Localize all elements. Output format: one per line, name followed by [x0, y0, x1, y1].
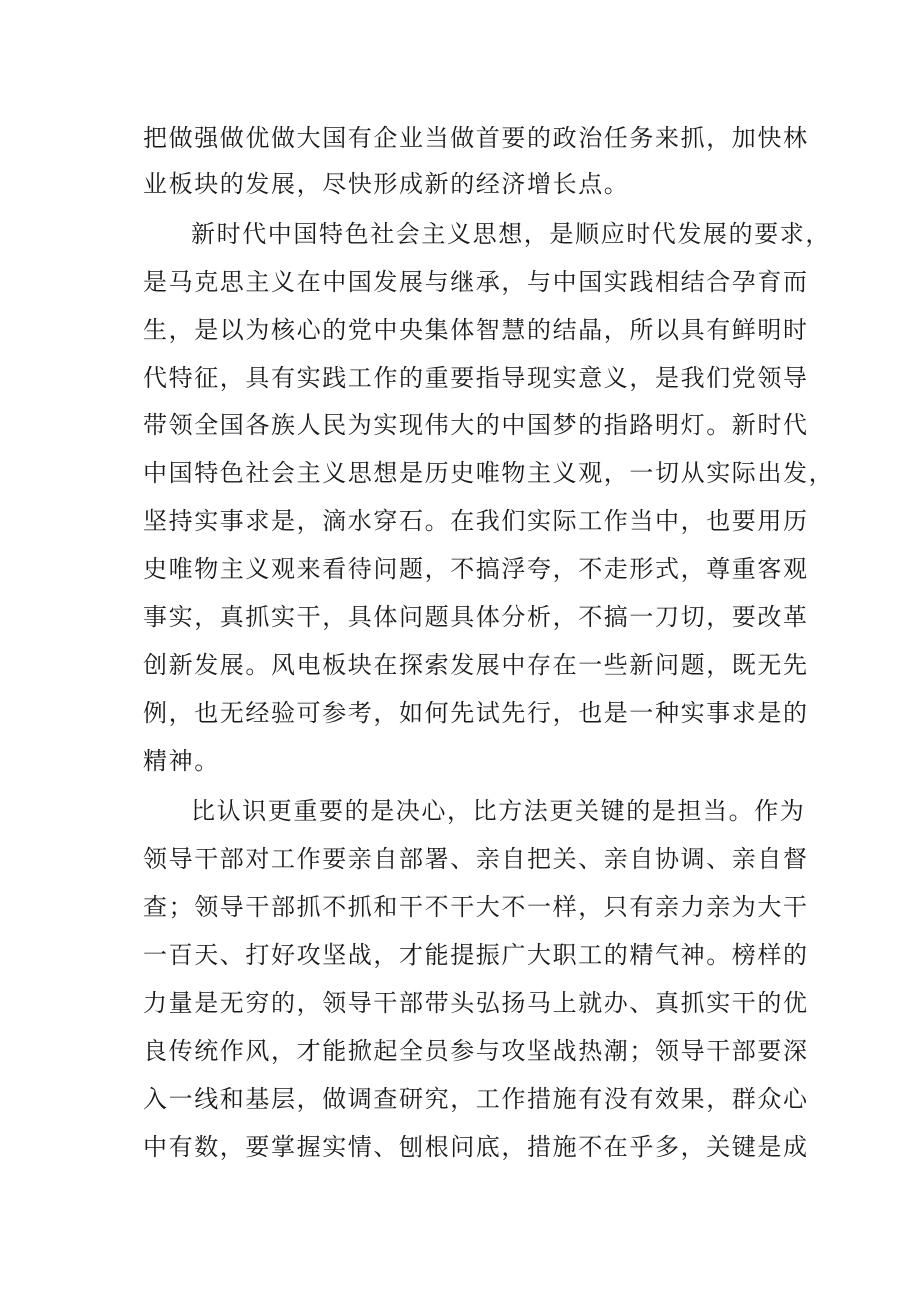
paragraph-2-line-8: 史唯物主义观来看待问题，不搞浮夸，不走形式，尊重客观 — [143, 555, 809, 583]
paragraph-3-line-7: 入一线和基层，做调查研究，工作措施有没有效果，群众心 — [143, 1085, 809, 1113]
paragraph-3-line-4: 一百天、打好攻坚战，才能提振广大职工的精气神。榜样的 — [143, 941, 809, 969]
paragraph-2-line-12: 精神。 — [143, 747, 220, 775]
paragraph-3-line-2: 领导干部对工作要亲自部署、亲自把关、亲自协调、亲自督 — [143, 845, 809, 873]
paragraph-2-line-5: 带领全国各族人民为实现伟大的中国梦的指路明灯。新时代 — [143, 411, 809, 439]
paragraph-2-line-3: 生，是以为核心的党中央集体智慧的结晶，所以具有鲜明时 — [143, 316, 809, 344]
paragraph-2-line-1: 新时代中国特色社会主义思想，是顺应时代发展的要求， — [191, 220, 831, 248]
paragraph-3-line-1: 比认识更重要的是决心，比方法更关键的是担当。作为 — [191, 797, 806, 825]
paragraph-2-line-10: 创新发展。风电板块在探索发展中存在一些新问题，既无先 — [143, 651, 809, 679]
paragraph-3-line-6: 良传统作风，才能掀起全员参与攻坚战热潮；领导干部要深 — [143, 1037, 809, 1065]
paragraph-2-line-9: 事实，真抓实干，具体问题具体分析，不搞一刀切，要改革 — [143, 603, 809, 631]
paragraph-3-line-5: 力量是无穷的，领导干部带头弘扬马上就办、真抓实干的优 — [143, 989, 809, 1017]
paragraph-1-line-1: 把做强做优做大国有企业当做首要的政治任务来抓，加快林 — [143, 124, 809, 152]
paragraph-2-line-6: 中国特色社会主义思想是历史唯物主义观，一切从实际出发， — [143, 459, 835, 487]
paragraph-2-line-4: 代特征，具有实践工作的重要指导现实意义，是我们党领导 — [143, 364, 809, 392]
paragraph-3-line-8: 中有数，要掌握实情、刨根问底，措施不在乎多，关键是成 — [143, 1133, 809, 1161]
paragraph-2-line-2: 是马克思主义在中国发展与继承，与中国实践相结合孕育而 — [143, 268, 809, 296]
paragraph-3-line-3: 查；领导干部抓不抓和干不干大不一样，只有亲力亲为大干 — [143, 893, 809, 921]
paragraph-2-line-7: 坚持实事求是，滴水穿石。在我们实际工作当中，也要用历 — [143, 507, 809, 535]
paragraph-1-line-2: 业板块的发展，尽快形成新的经济增长点。 — [143, 170, 630, 198]
paragraph-2-line-11: 例，也无经验可参考，如何先试先行，也是一种实事求是的 — [143, 699, 809, 727]
